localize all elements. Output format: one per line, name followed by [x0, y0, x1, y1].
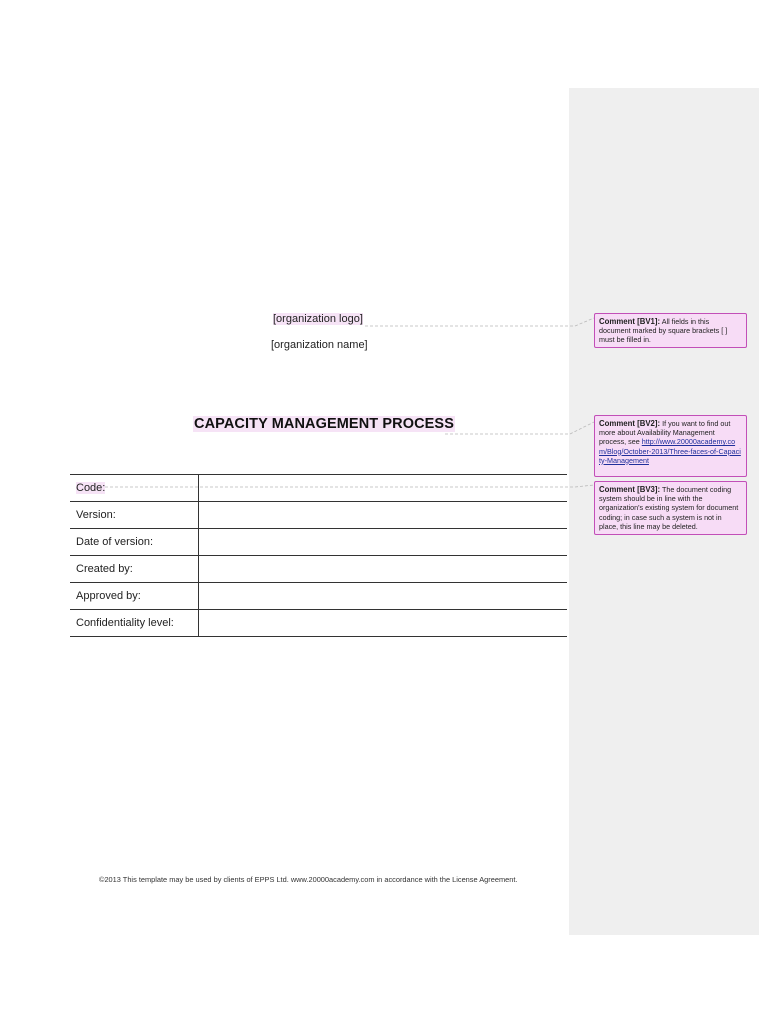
- confidentiality-level-value-cell[interactable]: [199, 610, 568, 637]
- document-title: CAPACITY MANAGEMENT PROCESS: [194, 416, 454, 432]
- comment-tag: Comment [BV1]:: [599, 317, 661, 326]
- created-by-label: Created by:: [70, 556, 199, 583]
- table-row: [70, 529, 567, 556]
- comment-text: All fields in this document marked by square brackets [ ] must be filled in.: [599, 317, 728, 345]
- version-value-cell[interactable]: [199, 502, 568, 529]
- created-by-value-cell[interactable]: [199, 556, 568, 583]
- version-label: Version:: [70, 502, 199, 529]
- comment-tag: Comment [BV3]:: [599, 485, 661, 494]
- date-of-version-field[interactable]: [199, 529, 571, 555]
- copyright-footer: ©2013 This template may be used by clients of EPPS Ltd. www.20000academy.com in accordance with the License Agreement.: [99, 875, 518, 884]
- capacity-management-blog-link[interactable]: http://www.20000academy.com/Blog/October-2013/Three-faces-of-Capacity-Management: [599, 437, 741, 465]
- approved-by-field[interactable]: [199, 583, 571, 609]
- approved-by-label: Approved by:: [70, 583, 199, 610]
- code-label: [70, 475, 199, 502]
- code-label-text: Code:: [76, 482, 106, 494]
- table-row: [70, 475, 567, 502]
- organization-logo-placeholder: [organization logo]: [273, 313, 363, 325]
- confidentiality-level-field[interactable]: [199, 610, 571, 636]
- comment-bv2[interactable]: [594, 415, 747, 477]
- code-field[interactable]: [199, 475, 571, 501]
- organization-name-placeholder: [organization name]: [271, 339, 368, 351]
- created-by-field[interactable]: [199, 556, 571, 582]
- code-value-cell[interactable]: [199, 475, 568, 502]
- approved-by-value-cell[interactable]: [199, 583, 568, 610]
- table-row: [70, 502, 567, 529]
- table-row: [70, 583, 567, 610]
- date-of-version-label: Date of version:: [70, 529, 199, 556]
- confidentiality-level-label: Confidentiality level:: [70, 610, 199, 637]
- comment-text: If you want to find out more about Availability Management process, see: [599, 419, 731, 447]
- comment-text: The document coding system should be in line with the organization's existing system for document coding; in case such a system is not in place, this line may be deleted.: [599, 485, 739, 531]
- table-row: [70, 610, 567, 637]
- document-control-table: [70, 474, 567, 637]
- comment-bv3[interactable]: [594, 481, 747, 535]
- comment-bv1[interactable]: [594, 313, 747, 348]
- comment-tag: Comment [BV2]:: [599, 419, 661, 428]
- table-row: [70, 556, 567, 583]
- version-field[interactable]: [199, 502, 571, 528]
- date-of-version-value-cell[interactable]: [199, 529, 568, 556]
